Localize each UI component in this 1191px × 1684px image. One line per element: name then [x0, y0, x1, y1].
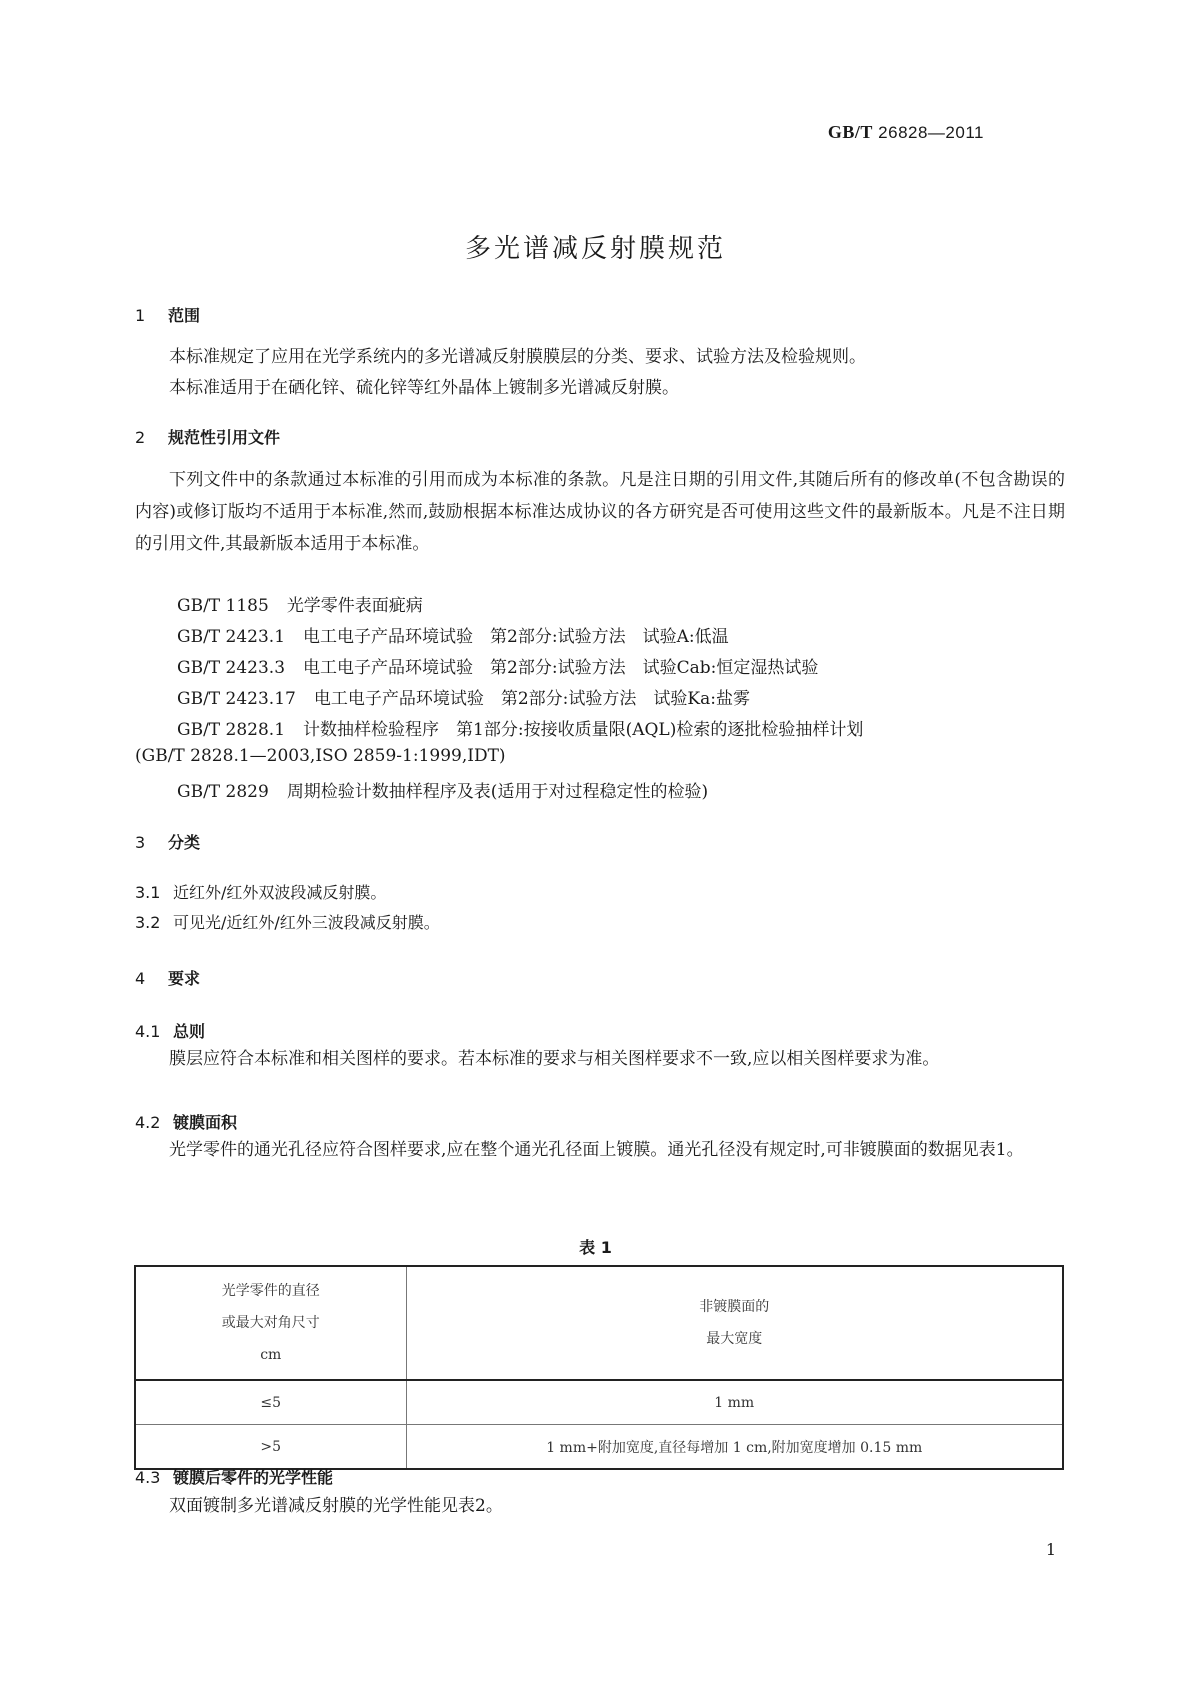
- section-1-paragraph-1: 本标准规定了应用在光学系统内的多光谱减反射膜膜层的分类、要求、试验方法及检验规则。: [169, 347, 866, 367]
- section-number: 4: [135, 969, 146, 988]
- standard-number: 26828—2011: [878, 123, 984, 142]
- clause-text: 可见光/近红外/红外三波段减反射膜。: [173, 913, 440, 932]
- reference-title: 电工电子产品环境试验 第2部分:试验方法 试验Cab:恒定湿热试验: [303, 658, 819, 678]
- reference-continuation: (GB/T 2828.1—2003,ISO 2859-1:1999,IDT): [135, 746, 506, 766]
- section-1-paragraph-2: 本标准适用于在硒化锌、硫化锌等红外晶体上镀制多光谱减反射膜。: [169, 378, 679, 398]
- table-1-caption: 表 1: [579, 1238, 612, 1257]
- cell-diameter: ≤5: [135, 1380, 406, 1425]
- header-max-width: 非镀膜面的 最大宽度: [406, 1266, 1063, 1380]
- section-2-heading: [135, 425, 280, 448]
- clause-4-1-heading: [135, 1019, 205, 1042]
- table-row: [135, 1380, 1063, 1425]
- clause-title: 总则: [173, 1022, 206, 1041]
- reference-code: GB/T 2423.1: [177, 627, 286, 647]
- table-header-row: [135, 1266, 1063, 1380]
- clause-3-2: [135, 910, 440, 933]
- clause-3-1: [135, 880, 386, 903]
- section-number: 3: [135, 833, 146, 852]
- section-3-heading: [135, 830, 200, 853]
- clause-number: 3.1: [135, 883, 161, 902]
- standard-code: [828, 122, 984, 143]
- clause-number: 4.1: [135, 1022, 161, 1041]
- reference-title: 电工电子产品环境试验 第2部分:试验方法 试验Ka:盐雾: [313, 689, 750, 709]
- reference-title: 电工电子产品环境试验 第2部分:试验方法 试验A:低温: [303, 627, 729, 647]
- section-title: 范围: [168, 306, 201, 325]
- table-1: [134, 1265, 1064, 1470]
- reference-code: GB/T 1185: [177, 596, 269, 616]
- reference-item: [177, 777, 708, 802]
- clause-4-3-heading: [135, 1465, 333, 1488]
- clause-4-2-heading: [135, 1110, 237, 1133]
- clause-number: 4.2: [135, 1113, 161, 1132]
- reference-title: 光学零件表面疵病: [286, 596, 423, 616]
- section-2-intro: 下列文件中的条款通过本标准的引用而成为本标准的条款。凡是注日期的引用文件,其随后所有的修改单(不包含勘误的内容)或修订版均不适用于本标准,然而,鼓励根据本标准达成协议的各方研究是否可使用这些文件的最新版本。凡是不注日期的引用文件,其最新版本适用于本标准。: [135, 470, 1065, 554]
- clause-title: 镀膜后零件的光学性能: [173, 1468, 334, 1487]
- clause-text: 近红外/红外双波段减反射膜。: [173, 883, 387, 902]
- reference-item: [177, 622, 729, 647]
- standard-prefix: GB/T: [827, 122, 873, 142]
- section-number: 1: [135, 306, 146, 325]
- reference-item: [177, 715, 863, 740]
- clause-4-3-text: 双面镀制多光谱减反射膜的光学性能见表2。: [169, 1496, 503, 1516]
- table-row: [135, 1425, 1063, 1470]
- section-number: 2: [135, 428, 146, 447]
- reference-code: GB/T 2423.3: [177, 658, 286, 678]
- section-title: 分类: [168, 833, 201, 852]
- cell-width: 1 mm: [406, 1380, 1063, 1425]
- reference-item: [177, 591, 423, 616]
- reference-item: [177, 684, 750, 709]
- reference-code: GB/T 2829: [177, 782, 269, 802]
- header-diameter: 光学零件的直径 或最大对角尺寸 cm: [135, 1266, 406, 1380]
- reference-code: GB/T 2828.1: [177, 720, 286, 740]
- clause-number: 4.3: [135, 1468, 161, 1487]
- clause-4-2-text: 光学零件的通光孔径应符合图样要求,应在整个通光孔径面上镀膜。通光孔径没有规定时,可非镀膜面的数据见表1。: [169, 1140, 1024, 1160]
- reference-item: [177, 653, 818, 678]
- reference-title: 计数抽样检验程序 第1部分:按接收质量限(AQL)检索的逐批检验抽样计划: [303, 720, 864, 740]
- page-number: 1: [1045, 1540, 1056, 1559]
- reference-code: GB/T 2423.17: [177, 689, 296, 709]
- clause-title: 镀膜面积: [173, 1113, 238, 1132]
- section-1-heading: [135, 303, 200, 326]
- clause-number: 3.2: [135, 913, 161, 932]
- reference-title: 周期检验计数抽样程序及表(适用于对过程稳定性的检验): [286, 782, 709, 802]
- cell-width: 1 mm+附加宽度,直径每增加 1 cm,附加宽度增加 0.15 mm: [406, 1425, 1063, 1470]
- document-title: 多光谱减反射膜规范: [464, 234, 726, 264]
- cell-diameter: >5: [135, 1425, 406, 1470]
- clause-4-1-text: 膜层应符合本标准和相关图样的要求。若本标准的要求与相关图样要求不一致,应以相关图样要求为准。: [169, 1049, 940, 1069]
- section-title: 要求: [168, 969, 201, 988]
- section-4-heading: [135, 966, 200, 989]
- section-title: 规范性引用文件: [168, 428, 281, 447]
